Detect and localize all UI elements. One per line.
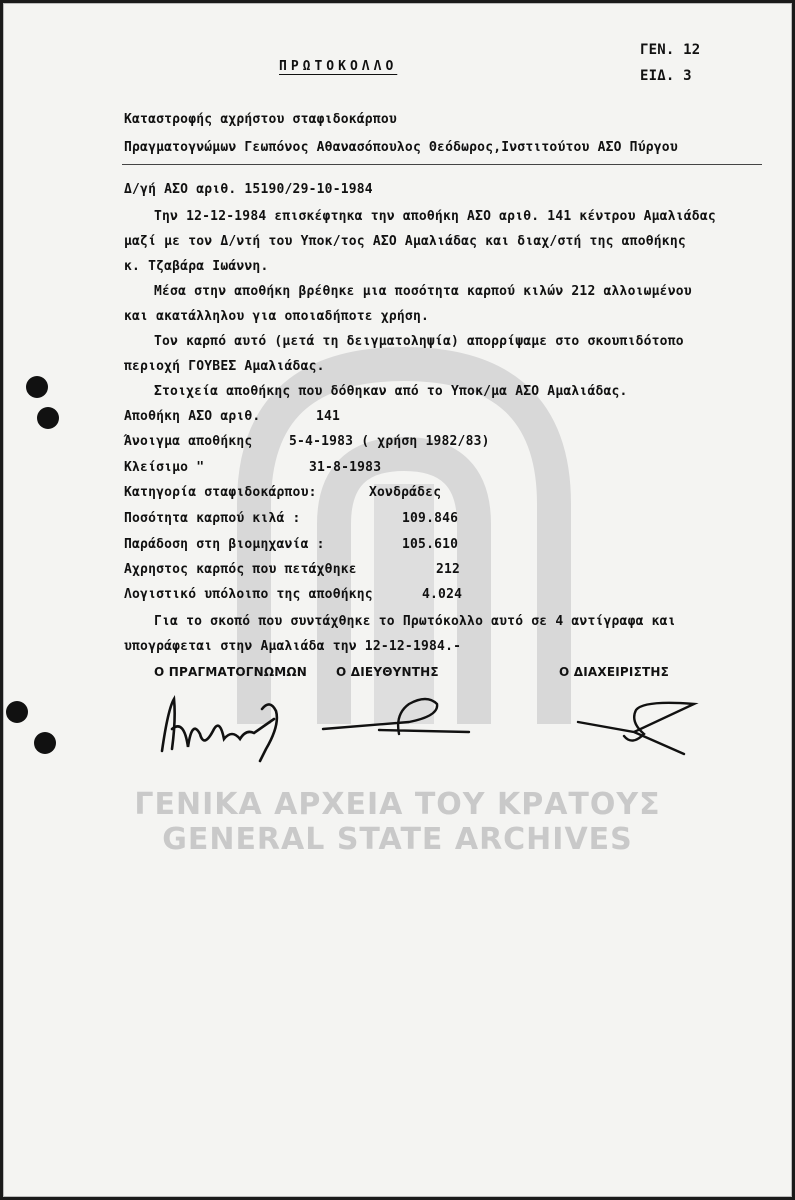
detail-value: 5-4-1983 ( χρήση 1982/83) <box>289 434 490 449</box>
detail-value: 4.024 <box>422 587 463 602</box>
paragraph-line: περιοχή ΓΟΥΒΕΣ Αμαλιάδας. <box>124 359 325 374</box>
detail-value: 141 <box>316 409 341 424</box>
paragraph-line: Τον καρπό αυτό (μετά τη δειγματοληψία) απορρίψαμε στο σκουπιδότοπο <box>154 334 684 349</box>
detail-label: Αποθήκη ΑΣΟ αριθ. <box>124 409 261 424</box>
punch-hole <box>34 732 56 754</box>
paragraph-line: κ. Τζαβάρα Ιωάννη. <box>124 259 269 274</box>
punch-hole <box>37 407 59 429</box>
watermark-greek: ΓΕΝΙΚΑ ΑΡΧΕΙΑ ΤΟΥ ΚΡΑΤΟΥΣ <box>134 787 661 822</box>
paragraph-line: Την 12-12-1984 επισκέφτηκα την αποθήκη ΑΣΟ αριθ. 141 κέντρου Αμαλιάδας <box>154 209 716 224</box>
signatory-manager: Ο ΔΙΑΧΕΙΡΙΣΤΗΣ <box>559 665 670 679</box>
signatory-director: Ο ΔΙΕΥΘΥΝΤΗΣ <box>336 665 439 679</box>
performers-line: Πραγματογνώμων Γεωπόνος Αθανασόπουλος Θεόδωρος,Ινστιτούτου ΑΣΟ Πύργου <box>124 140 678 155</box>
reference-line: Δ/γή ΑΣΟ αριθ. 15190/29-10-1984 <box>124 182 373 197</box>
paragraph-line: μαζί με τον Δ/ντή του Υποκ/τος ΑΣΟ Αμαλιάδας και διαχ/στή της αποθήκης <box>124 234 686 249</box>
watermark-english: GENERAL STATE ARCHIVES <box>162 822 633 857</box>
subject-line: Καταστροφής αχρήστου σταφιδοκάρπου <box>124 112 397 127</box>
manager-signature <box>574 692 714 757</box>
document-title: ΠΡΩΤΟΚΟΛΛΟ <box>279 59 398 74</box>
paragraph-line: και ακατάλληλου για οποιαδήποτε χρήση. <box>124 309 430 324</box>
detail-label: Αχρηστος καρπός που πετάχθηκε <box>124 562 357 577</box>
gen-number: ΓΕΝ. 12 <box>640 42 701 58</box>
punch-hole <box>6 701 28 723</box>
document-page <box>3 3 792 1197</box>
detail-label: Κατηγορία σταφιδοκάρπου: <box>124 485 317 500</box>
detail-label: Παράδοση στη βιομηχανία : <box>124 537 325 552</box>
detail-label: Κλείσιμο " <box>124 460 205 475</box>
signatory-expert: Ο ΠΡΑΓΜΑΤΟΓΝΩΜΩΝ <box>154 665 308 679</box>
detail-label: Ποσότητα καρπού κιλά : <box>124 511 301 526</box>
eid-number: ΕΙΔ. 3 <box>640 68 692 84</box>
detail-label: Λογιστικό υπόλοιπο της αποθήκης <box>124 587 373 602</box>
detail-value: Χονδράδες <box>369 485 442 500</box>
detail-value: 105.610 <box>402 537 459 552</box>
director-signature <box>319 694 479 744</box>
divider <box>122 164 762 165</box>
detail-value: 31-8-1983 <box>309 460 382 475</box>
closing-line: υπογράφεται στην Αμαλιάδα την 12-12-1984.- <box>124 639 462 654</box>
paragraph-line: Μέσα στην αποθήκη βρέθηκε μια ποσότητα καρπού κιλών 212 αλλοιωμένου <box>154 284 692 299</box>
expert-signature <box>154 689 304 769</box>
closing-line: Για το σκοπό που συντάχθηκε το Πρωτόκολλο αυτό σε 4 αντίγραφα και <box>154 614 676 629</box>
detail-value: 109.846 <box>402 511 459 526</box>
detail-label: Άνοιγμα αποθήκης <box>124 434 253 449</box>
detail-value: 212 <box>436 562 461 577</box>
punch-hole <box>26 376 48 398</box>
paragraph-line: Στοιχεία αποθήκης που δόθηκαν από το Υποκ/μα ΑΣΟ Αμαλιάδας. <box>154 384 628 399</box>
